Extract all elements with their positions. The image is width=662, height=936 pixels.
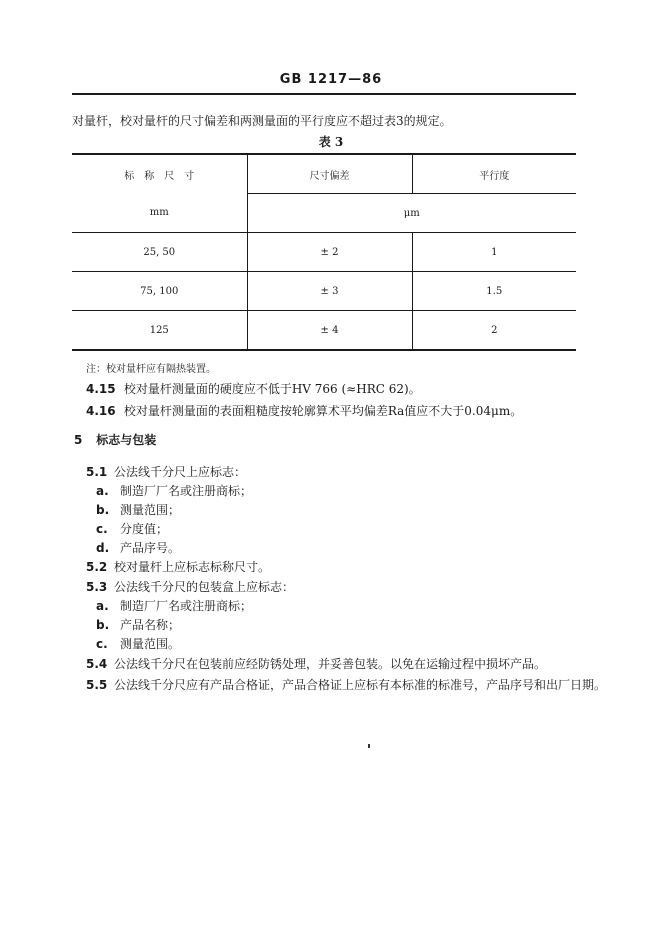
item-text: 制造厂厂名或注册商标； <box>120 599 253 613</box>
item-text: 产品名称； <box>120 618 181 632</box>
list-item <box>96 482 252 499</box>
list-item <box>96 539 180 556</box>
unit-um: μm <box>247 194 576 233</box>
table-row <box>72 233 576 272</box>
cell-size: 75, 100 <box>72 272 247 311</box>
list-item <box>86 676 606 693</box>
item-number: 5.3 <box>86 580 108 594</box>
cell-size: 25, 50 <box>72 233 247 272</box>
item-text: 制造厂厂名或注册商标； <box>120 484 253 498</box>
cell-deviation: ± 2 <box>247 233 412 272</box>
cell-parallelism: 1 <box>412 233 576 272</box>
list-item <box>96 501 180 518</box>
intro-paragraph: 对量杆，校对量杆的尺寸偏差和两测量面的平行度应不超过表3的规定。 <box>72 114 452 128</box>
cell-deviation: ± 4 <box>247 311 412 351</box>
item-number: 5.2 <box>86 560 108 574</box>
cell-parallelism: 1.5 <box>412 272 576 311</box>
item-text: 公法线千分尺应有产品合格证，产品合格证上应标有本标准的标准号，产品序号和出厂日期。 <box>114 678 607 692</box>
cell-deviation: ± 3 <box>247 272 412 311</box>
list-item <box>86 463 246 480</box>
list-item <box>86 558 270 575</box>
col-header-deviation: 尺寸偏差 <box>247 154 412 194</box>
item-text: 公法线千分尺上应标志： <box>114 465 247 479</box>
clause-text: 校对量杆测量面的表面粗糙度按轮廓算术平均偏差Ra值应不大于0.04μm。 <box>123 404 523 418</box>
col-header-parallelism: 平行度 <box>412 154 576 194</box>
item-number: c. <box>96 637 108 651</box>
clause-4-15 <box>86 380 421 397</box>
header-rule <box>72 93 576 95</box>
table-caption: 表 3 <box>318 135 344 149</box>
standard-header: GB 1217—86 <box>279 72 383 87</box>
item-number: d. <box>96 541 110 555</box>
unit-mm: mm <box>72 194 247 233</box>
clause-4-16 <box>86 402 522 419</box>
clause-number: 4.15 <box>86 382 116 396</box>
cell-size: 125 <box>72 311 247 351</box>
item-text: 分度值； <box>120 522 169 536</box>
scan-speck <box>368 744 370 748</box>
section-5-heading <box>74 431 156 448</box>
cell-parallelism: 2 <box>412 311 576 351</box>
list-item <box>86 578 294 595</box>
tolerance-table <box>72 153 576 351</box>
table-row <box>72 311 576 351</box>
item-text: 测量范围。 <box>120 637 181 651</box>
item-text: 产品序号。 <box>120 541 181 555</box>
list-item <box>96 520 168 537</box>
table-note: 注：校对量杆应有隔热装置。 <box>86 364 216 375</box>
item-number: b. <box>96 618 110 632</box>
col-header-nominal: 标 称 尺 寸 <box>72 154 247 194</box>
list-item <box>96 616 180 633</box>
item-text: 校对量杆上应标志标称尺寸。 <box>114 560 271 574</box>
list-item <box>86 655 546 672</box>
item-number: a. <box>96 484 109 498</box>
clause-number: 4.16 <box>86 404 116 418</box>
item-text: 公法线千分尺在包装前应经防锈处理，并妥善包装。以免在运输过程中损坏产品。 <box>114 657 547 671</box>
item-number: 5.1 <box>86 465 108 479</box>
item-number: b. <box>96 503 110 517</box>
item-number: c. <box>96 522 108 536</box>
list-item <box>96 635 180 652</box>
section-number: 5 <box>74 433 83 447</box>
item-text: 公法线千分尺的包装盒上应标志： <box>114 580 295 594</box>
item-number: 5.5 <box>86 678 108 692</box>
list-item <box>96 597 252 614</box>
item-number: a. <box>96 599 109 613</box>
table-row <box>72 272 576 311</box>
section-title: 标志与包装 <box>96 433 157 447</box>
clause-text: 校对量杆测量面的硬度应不低于HV 766 (≈HRC 62)。 <box>123 382 421 396</box>
item-text: 测量范围； <box>120 503 181 517</box>
item-number: 5.4 <box>86 657 108 671</box>
